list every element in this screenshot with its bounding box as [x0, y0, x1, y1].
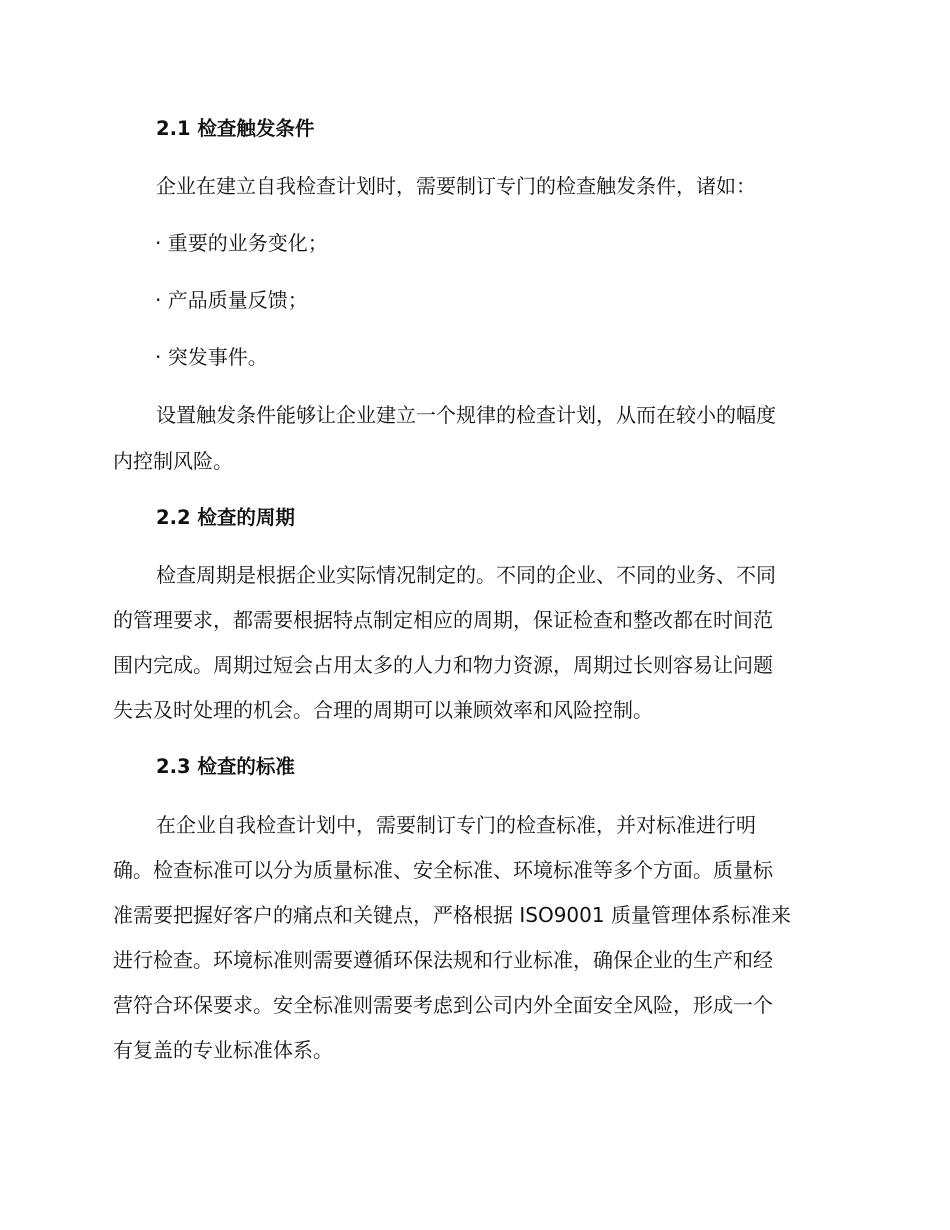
- paragraph-line: 营符合环保要求。安全标准则需要考虑到公司内外全面安全风险，形成一个: [113, 993, 773, 1017]
- section-heading-2-3: 2.3 检查的标准: [156, 755, 295, 778]
- bullet-item: · 重要的业务变化；: [155, 231, 328, 255]
- paragraph-line: 进行检查。环境标准则需要遵循环保法规和行业标准，确保企业的生产和经: [113, 948, 773, 972]
- paragraph-line: 有复盖的专业标准体系。: [113, 1038, 333, 1062]
- paragraph-line: 围内完成。周期过短会占用太多的人力和物力资源，周期过长则容易让问题: [113, 653, 773, 677]
- paragraph-line: 确。检查标准可以分为质量标准、安全标准、环境标准等多个方面。质量标: [113, 858, 773, 882]
- paragraph-line: 准需要把握好客户的痛点和关键点，严格根据 ISO9001 质量管理体系标准来: [113, 903, 791, 927]
- paragraph-line: 失去及时处理的机会。合理的周期可以兼顾效率和风险控制。: [113, 698, 653, 722]
- paragraph-line: 企业在建立自我检查计划时，需要制订专门的检查触发条件，诸如：: [156, 174, 756, 198]
- section-heading-2-1: 2.1 检查触发条件: [156, 117, 315, 140]
- bullet-item: · 突发事件。: [155, 345, 268, 369]
- section-heading-2-2: 2.2 检查的周期: [156, 506, 295, 529]
- paragraph-line: 的管理要求，都需要根据特点制定相应的周期，保证检查和整改都在时间范: [113, 608, 773, 632]
- paragraph-line: 设置触发条件能够让企业建立一个规律的检查计划，从而在较小的幅度: [156, 403, 776, 427]
- paragraph-line: 在企业自我检查计划中，需要制订专门的检查标准，并对标准进行明: [156, 813, 756, 837]
- paragraph-line: 内控制风险。: [113, 449, 233, 473]
- paragraph-line: 检查周期是根据企业实际情况制定的。不同的企业、不同的业务、不同: [156, 563, 776, 587]
- bullet-item: · 产品质量反馈；: [155, 288, 308, 312]
